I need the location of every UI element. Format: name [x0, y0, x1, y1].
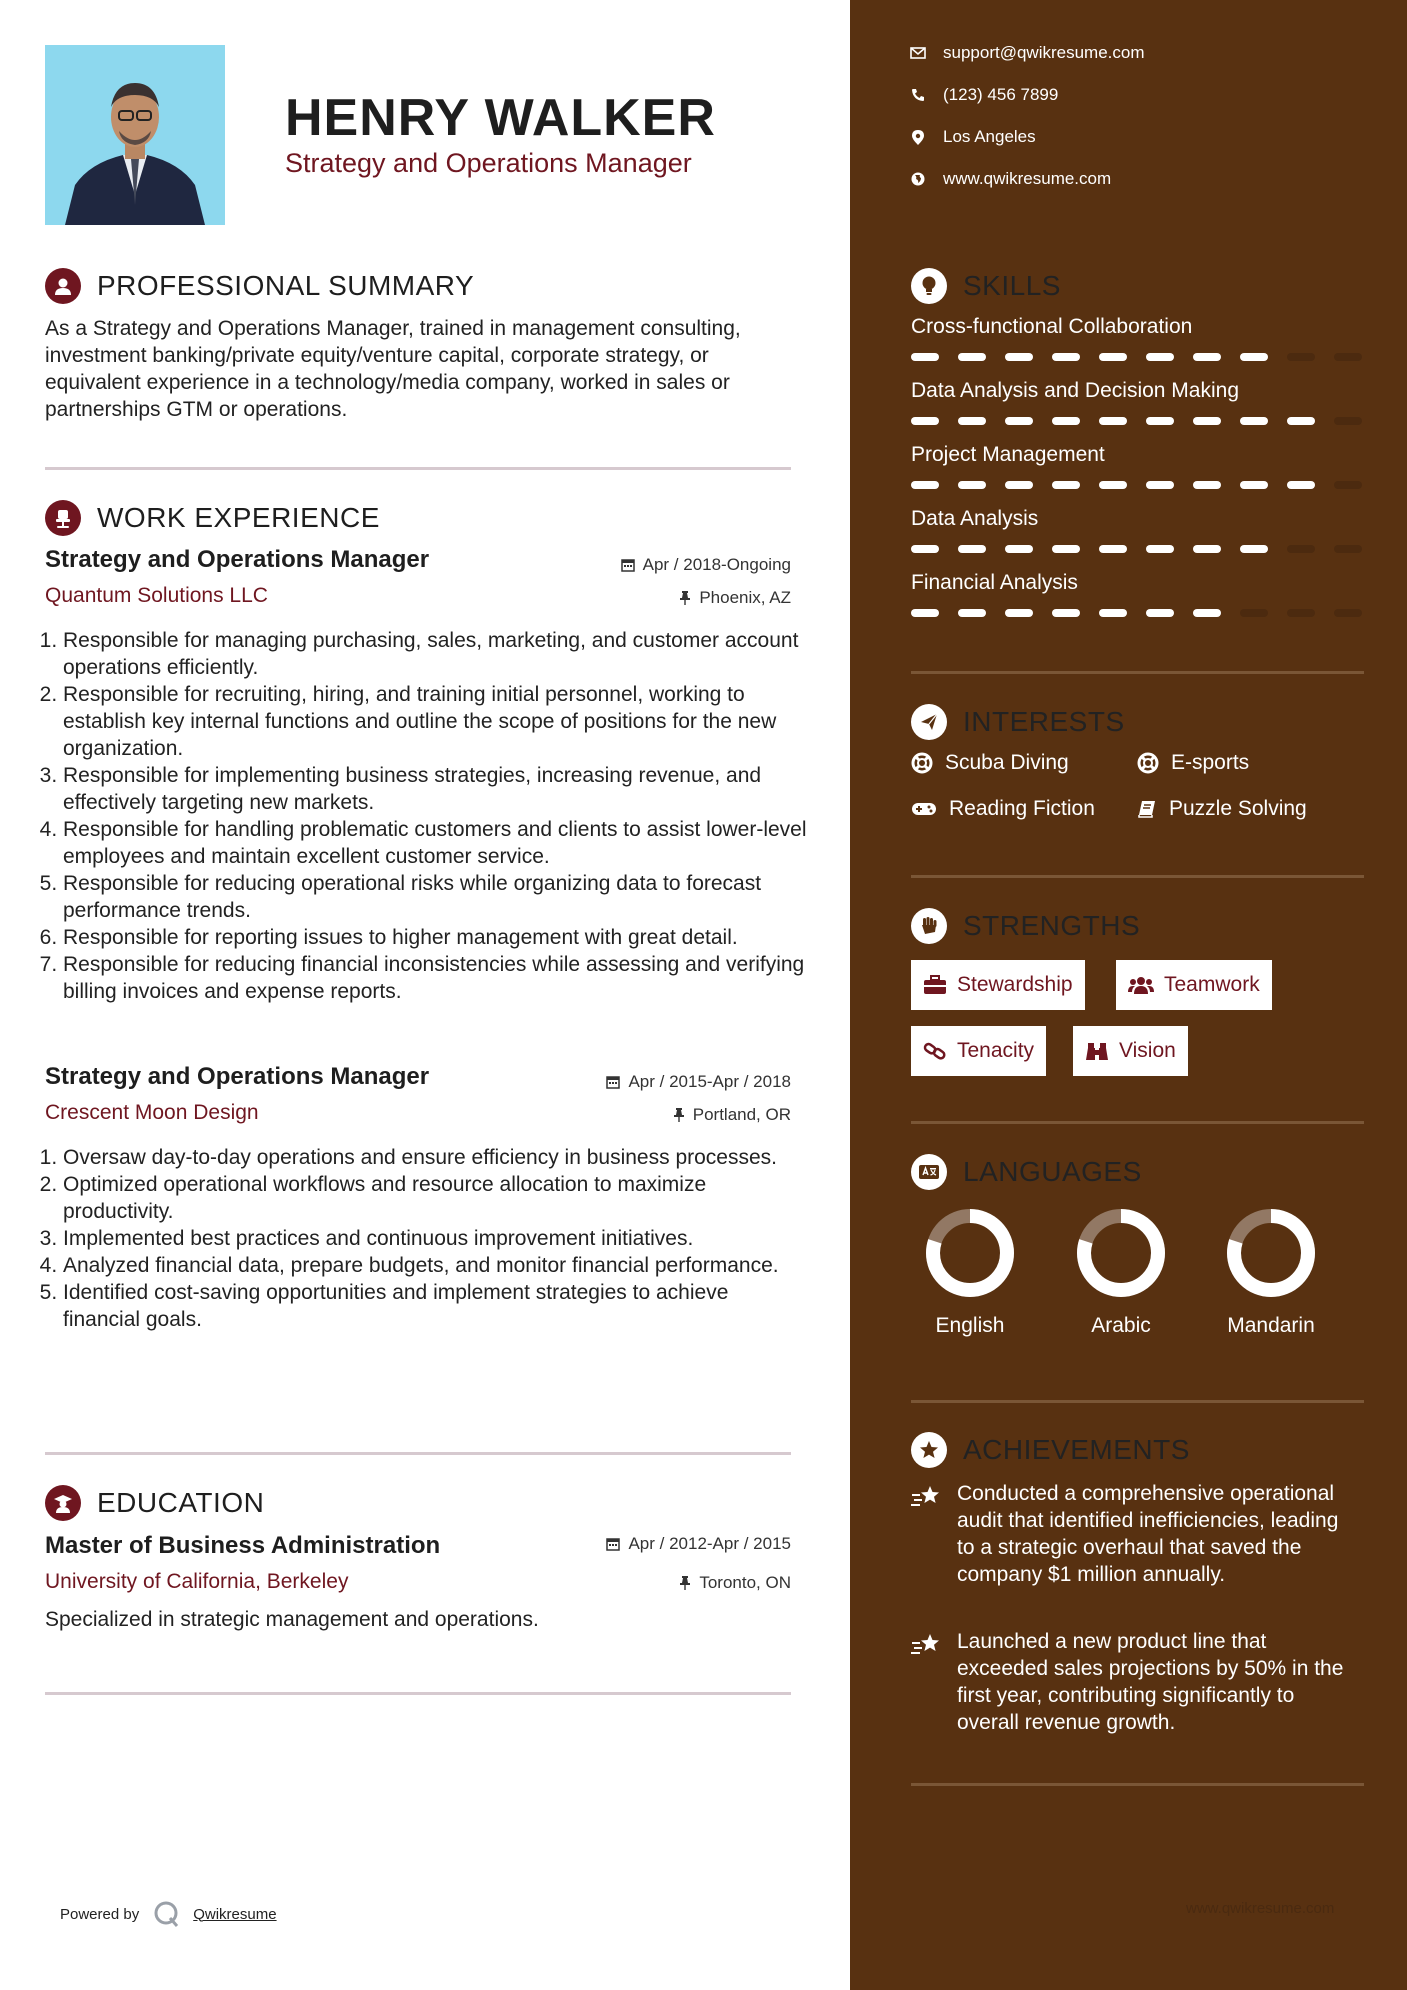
- education-note: Specialized in strategic management and operations.: [45, 1608, 539, 1631]
- life-ring-icon: [1137, 752, 1159, 774]
- language-label: Mandarin: [1227, 1314, 1315, 1337]
- link-icon: [923, 1041, 947, 1061]
- job-title: Strategy and Operations Manager: [45, 546, 430, 573]
- skill-level-segment: [1334, 353, 1362, 361]
- users-icon: [1128, 975, 1154, 995]
- skill-level-segment: [1193, 545, 1221, 553]
- job-title: Strategy and Operations Manager: [45, 1063, 430, 1090]
- interest-item: [1137, 751, 1249, 775]
- education-location: [520, 1573, 791, 1593]
- skill-level-segment: [1334, 417, 1362, 425]
- skill-level-segment: [1240, 353, 1268, 361]
- divider: [911, 1121, 1364, 1124]
- list-item: 2. Optimized operational workflows and resource allocation to maximize productivity.: [63, 1171, 809, 1225]
- skill-level-segment: [1240, 545, 1268, 553]
- list-item: 5. Identified cost-saving opportunities and implement strategies to achieve financial goals.: [63, 1279, 809, 1333]
- list-item: 7. Responsible for reducing financial inconsistencies while assessing and verifying billing invoices and expense reports.: [63, 951, 809, 1005]
- skills-title: SKILLS: [963, 270, 1061, 301]
- skill-level-segment: [1287, 545, 1315, 553]
- strength-chip: [911, 960, 1085, 1010]
- summary-text: As a Strategy and Operations Manager, trained in management consulting, investment banking/private equity/venture capital, corporate strategy, or equivalent experience in a technology/media company, worked in sales or partnerships GTM or operations.: [45, 317, 741, 421]
- fist-icon: [911, 908, 947, 944]
- briefcase-icon: [923, 975, 947, 995]
- divider: [45, 1692, 791, 1695]
- shooting-star-icon: [911, 1480, 945, 1588]
- shooting-star-icon: [911, 1628, 945, 1736]
- skill-level-segment: [1193, 609, 1221, 617]
- strengths-heading: [911, 908, 1140, 944]
- skill-level-bar: [911, 481, 1362, 489]
- skill-level-segment: [1334, 609, 1362, 617]
- gamepad-icon: [911, 801, 937, 817]
- contact-website: [910, 169, 1111, 189]
- phone-icon: [910, 88, 926, 102]
- strength-chip: [911, 1026, 1046, 1076]
- contact-location: [910, 127, 1036, 147]
- skill-level-segment: [1240, 417, 1268, 425]
- map-marker-icon: [910, 130, 926, 145]
- divider: [911, 875, 1364, 878]
- life-ring-icon: [911, 752, 933, 774]
- lightbulb-icon: [911, 268, 947, 304]
- job-dates-text: Apr / 2015-Apr / 2018: [628, 1072, 791, 1091]
- skill-name: Financial Analysis: [911, 571, 1078, 594]
- list-item: 4. Analyzed financial data, prepare budgets, and monitor financial performance.: [63, 1252, 809, 1279]
- education-heading: [45, 1485, 264, 1521]
- qwikresume-logo-icon: [153, 1900, 181, 1928]
- strength-label: Tenacity: [957, 1039, 1035, 1062]
- skill-level-segment: [1146, 545, 1174, 553]
- achievement-text: Conducted a comprehensive operational audit that identified inefficiencies, leading to a strategic overhaul that saved the company $1 million annually.: [957, 1482, 1339, 1586]
- job-dates: [520, 555, 791, 575]
- candidate-role: Strategy and Operations Manager: [285, 148, 692, 178]
- list-item: 4. Responsible for handling problematic customers and clients to assist lower-level employees and maintain excellent customer service.: [63, 816, 809, 870]
- profile-photo: [45, 45, 225, 225]
- skill-level-segment: [1005, 545, 1033, 553]
- achievement-item: [911, 1480, 1357, 1588]
- divider: [45, 467, 791, 470]
- skill-level-segment: [1052, 545, 1080, 553]
- education-location-text: Toronto, ON: [699, 1573, 791, 1592]
- skill-level-segment: [1240, 481, 1268, 489]
- skill-level-bar: [911, 545, 1362, 553]
- language-item: [1056, 1205, 1186, 1338]
- list-item: 6. Responsible for reporting issues to higher management with great detail.: [63, 924, 809, 951]
- skill-level-bar: [911, 353, 1362, 361]
- envelope-icon: [910, 47, 926, 59]
- interest-item: [911, 797, 1095, 821]
- language-icon: [911, 1154, 947, 1190]
- language-item: [905, 1205, 1035, 1338]
- candidate-name: HENRY WALKER: [285, 89, 716, 147]
- job-company: Crescent Moon Design: [45, 1101, 259, 1124]
- job-responsibilities: [45, 1144, 809, 1333]
- globe-icon: [910, 172, 926, 186]
- skill-level-segment: [1146, 481, 1174, 489]
- skill-level-segment: [1005, 417, 1033, 425]
- skill-level-segment: [1005, 609, 1033, 617]
- job-location-text: Portland, OR: [692, 1105, 791, 1124]
- divider: [911, 671, 1364, 674]
- interest-item: [911, 751, 1069, 775]
- skill-level-segment: [1193, 353, 1221, 361]
- strength-label: Stewardship: [957, 973, 1073, 996]
- skill-level-segment: [1099, 609, 1127, 617]
- skill-name: Cross-functional Collaboration: [911, 315, 1193, 338]
- skill-level-segment: [1005, 481, 1033, 489]
- footer-powered-by: [60, 1900, 277, 1928]
- skill-level-segment: [911, 417, 939, 425]
- skill-level-segment: [1240, 609, 1268, 617]
- language-label: English: [935, 1314, 1005, 1337]
- interest-label: Puzzle Solving: [1169, 797, 1307, 820]
- skill-level-segment: [1146, 417, 1174, 425]
- skill-level-segment: [1146, 353, 1174, 361]
- skill-level-segment: [1287, 481, 1315, 489]
- skill-level-segment: [958, 481, 986, 489]
- job-location: [520, 1105, 791, 1125]
- divider: [911, 1783, 1364, 1786]
- skill-level-bar: [911, 417, 1362, 425]
- skill-name: Data Analysis and Decision Making: [911, 379, 1240, 402]
- skill-level-segment: [1287, 417, 1315, 425]
- skill-level-segment: [1146, 609, 1174, 617]
- brand-link[interactable]: Qwikresume: [193, 1905, 277, 1923]
- contact-phone: [910, 85, 1058, 105]
- graduate-icon: [45, 1485, 81, 1521]
- skill-level-segment: [1052, 417, 1080, 425]
- skill-level-segment: [1052, 481, 1080, 489]
- skill-name: Data Analysis: [911, 507, 1039, 530]
- website-text[interactable]: www.qwikresume.com: [943, 169, 1112, 188]
- school-name: University of California, Berkeley: [45, 1570, 349, 1593]
- experience-title: WORK EXPERIENCE: [97, 502, 380, 533]
- skill-level-bar: [911, 609, 1362, 617]
- skill-level-segment: [911, 545, 939, 553]
- star-medal-icon: [911, 1432, 947, 1468]
- skill-level-segment: [958, 609, 986, 617]
- skill-level-segment: [911, 353, 939, 361]
- contact-email: [910, 43, 1145, 63]
- skill-level-segment: [958, 417, 986, 425]
- achievements-heading: [911, 1432, 1190, 1468]
- skill-level-segment: [1099, 545, 1127, 553]
- skill-level-segment: [1099, 481, 1127, 489]
- experience-heading: [45, 500, 380, 536]
- pushpin-icon: [679, 591, 691, 605]
- education-title: EDUCATION: [97, 1487, 265, 1518]
- achievement-text: Launched a new product line that exceeded sales projections by 50% in the first year, contributing significantly to overall revenue growth.: [957, 1630, 1344, 1734]
- interest-label: E-sports: [1171, 751, 1250, 774]
- phone-text: (123) 456 7899: [943, 85, 1059, 104]
- interest-label: Reading Fiction: [949, 797, 1095, 820]
- interest-label: Scuba Diving: [945, 751, 1069, 774]
- pushpin-icon: [679, 1576, 691, 1590]
- language-ring: [922, 1205, 1018, 1301]
- strengths-title: STRENGTHS: [963, 910, 1141, 941]
- skill-level-segment: [1193, 417, 1221, 425]
- paper-plane-icon: [911, 704, 947, 740]
- strength-label: Teamwork: [1164, 973, 1260, 996]
- interest-item: [1137, 797, 1307, 821]
- email-text[interactable]: support@qwikresume.com: [943, 43, 1145, 62]
- language-ring: [1073, 1205, 1169, 1301]
- skill-level-segment: [1334, 481, 1362, 489]
- skill-level-segment: [958, 353, 986, 361]
- list-item: 2. Responsible for recruiting, hiring, and training initial personnel, working to establish key internal functions and outline the scope of positions for the new organization.: [63, 681, 809, 762]
- languages-heading: [911, 1154, 1142, 1190]
- skills-heading: [911, 268, 1061, 304]
- calendar-icon: [621, 558, 635, 572]
- divider: [911, 1400, 1364, 1403]
- skill-level-segment: [1099, 353, 1127, 361]
- summary-heading: [45, 268, 474, 304]
- degree-title: Master of Business Administration: [45, 1532, 441, 1559]
- achievements-title: ACHIEVEMENTS: [963, 1434, 1190, 1465]
- office-chair-icon: [45, 500, 81, 536]
- job-dates-text: Apr / 2018-Ongoing: [642, 555, 791, 574]
- skill-level-segment: [1287, 353, 1315, 361]
- education-dates: [520, 1534, 791, 1554]
- binoculars-icon: [1085, 1041, 1109, 1061]
- user-circle-icon: [45, 268, 81, 304]
- list-item: 3. Responsible for implementing business strategies, increasing revenue, and effectively targeting new markets.: [63, 762, 809, 816]
- language-label: Arabic: [1091, 1314, 1151, 1337]
- skill-level-segment: [1334, 545, 1362, 553]
- skill-level-segment: [911, 481, 939, 489]
- pushpin-icon: [673, 1108, 685, 1122]
- language-ring: [1223, 1205, 1319, 1301]
- skill-level-segment: [1005, 353, 1033, 361]
- interests-title: INTERESTS: [963, 706, 1125, 737]
- skill-level-segment: [1287, 609, 1315, 617]
- strength-label: Vision: [1119, 1039, 1176, 1062]
- interests-heading: [911, 704, 1125, 740]
- job-responsibilities: [45, 627, 809, 1005]
- job-company: Quantum Solutions LLC: [45, 584, 268, 607]
- calendar-icon: [606, 1075, 620, 1089]
- skill-level-segment: [1052, 609, 1080, 617]
- job-location: [520, 588, 791, 608]
- list-item: 3. Implemented best practices and continuous improvement initiatives.: [63, 1225, 809, 1252]
- powered-by-label: Powered by: [60, 1905, 140, 1923]
- languages-title: LANGUAGES: [963, 1156, 1142, 1187]
- strength-chip: [1116, 960, 1272, 1010]
- book-icon: [1137, 799, 1157, 819]
- job-location-text: Phoenix, AZ: [699, 588, 791, 607]
- list-item: 5. Responsible for reducing operational risks while organizing data to forecast performance trends.: [63, 870, 809, 924]
- summary-title: PROFESSIONAL SUMMARY: [97, 270, 475, 301]
- education-dates-text: Apr / 2012-Apr / 2015: [628, 1534, 791, 1553]
- skill-level-segment: [1099, 417, 1127, 425]
- location-text: Los Angeles: [943, 127, 1036, 146]
- strength-chip: [1073, 1026, 1188, 1076]
- footer-site[interactable]: www.qwikresume.com: [1186, 1900, 1335, 1917]
- achievement-item: [911, 1628, 1357, 1736]
- divider: [45, 1452, 791, 1455]
- calendar-icon: [606, 1537, 620, 1551]
- job-dates: [520, 1072, 791, 1092]
- list-item: 1. Responsible for managing purchasing, sales, marketing, and customer account operations efficiently.: [63, 627, 809, 681]
- skill-level-segment: [958, 545, 986, 553]
- list-item: 1. Oversaw day-to-day operations and ensure efficiency in business processes.: [63, 1144, 809, 1171]
- skill-name: Project Management: [911, 443, 1105, 466]
- skill-level-segment: [1052, 353, 1080, 361]
- language-item: [1206, 1205, 1336, 1338]
- skill-level-segment: [911, 609, 939, 617]
- skill-level-segment: [1193, 481, 1221, 489]
